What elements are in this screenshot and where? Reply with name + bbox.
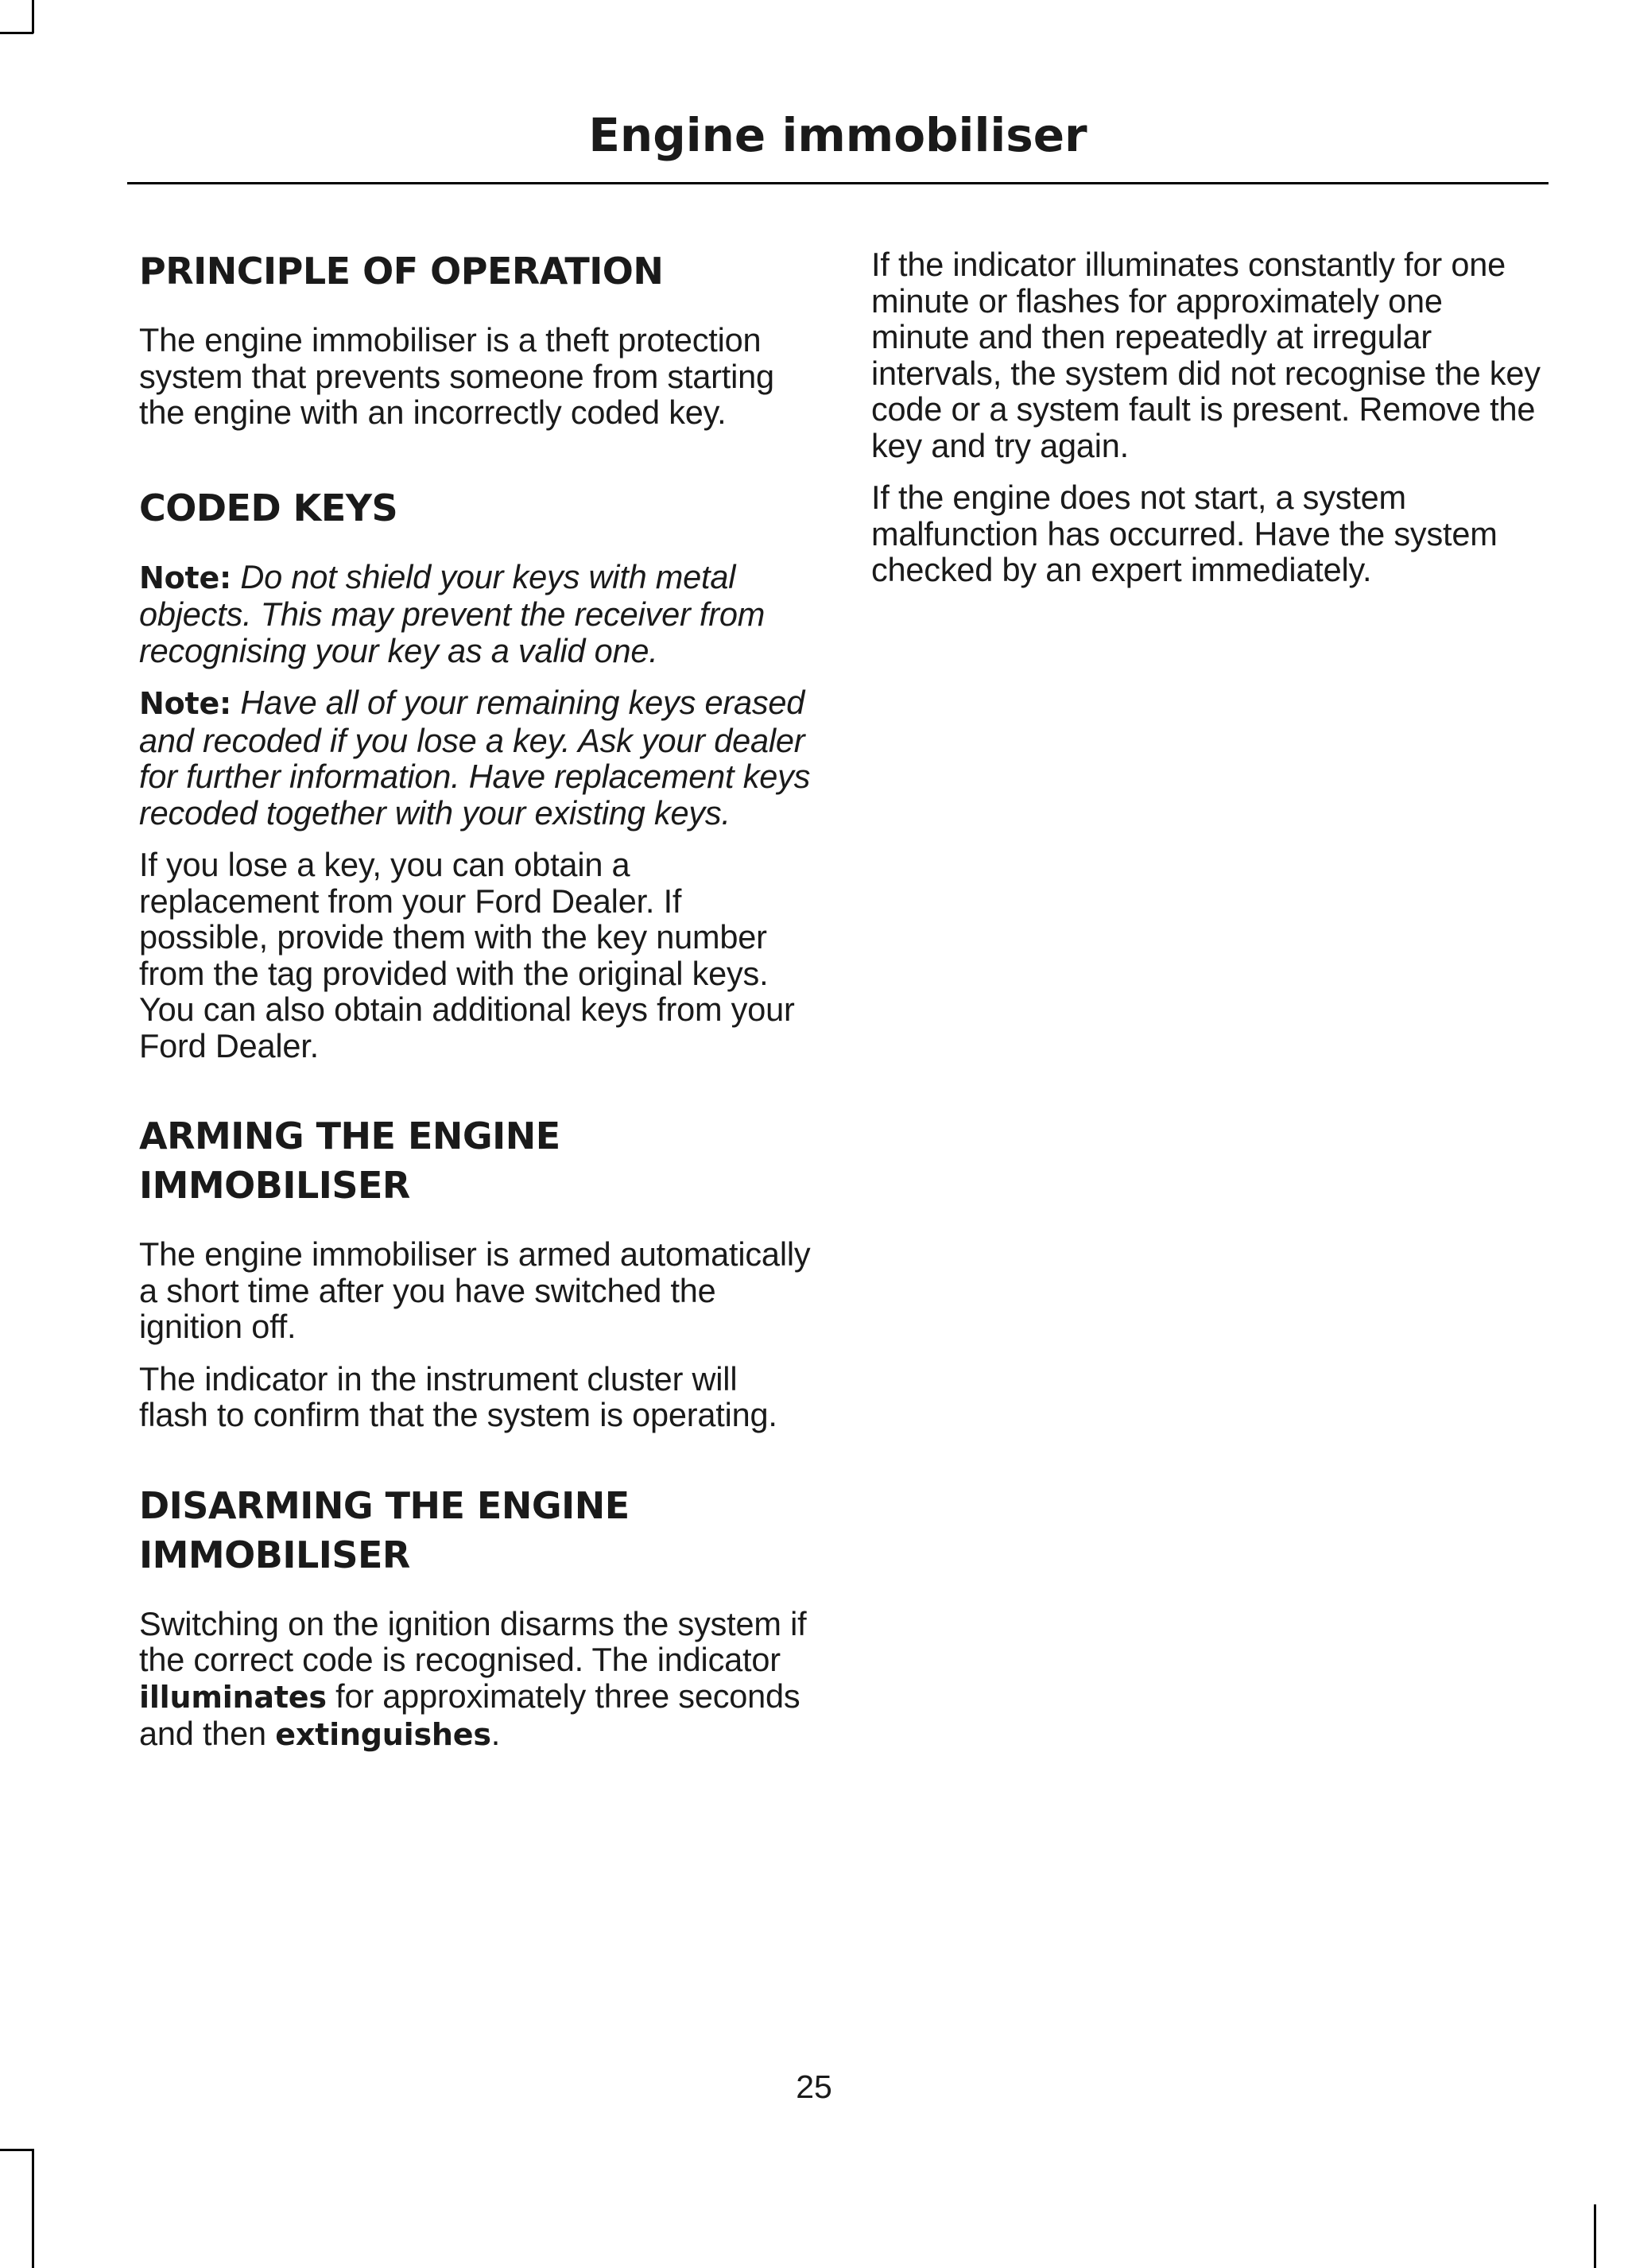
paragraph: If the indicator illuminates constantly for one minute or flashes for approximately one minute and then repeatedly at irregular intervals, the system did not recognise the key code or a system fault is present. Remove the key and try again. xyxy=(871,246,1541,464)
paragraph: If you lose a key, you can obtain a replacement from your Ford Dealer. If possible, provide them with the key number from the tag provided with the original keys. You can also obtain additional keys from your Ford Dealer. xyxy=(139,846,795,1064)
section-heading xyxy=(139,1111,815,1210)
emphasis: extinguishes xyxy=(275,1717,491,1752)
section-heading-line: IMMOBILISER xyxy=(139,1164,410,1207)
header-divider xyxy=(127,182,1549,184)
note xyxy=(139,559,815,669)
note-label: Note: xyxy=(139,686,232,721)
page-title: Engine immobiliser xyxy=(588,108,1087,162)
right-column xyxy=(871,246,1547,588)
section-heading-line: IMMOBILISER xyxy=(139,1533,410,1576)
paragraph: If the engine does not start, a system malfunction has occurred. Have the system checked by an expert immediately. xyxy=(871,479,1498,588)
section-heading xyxy=(139,1481,815,1580)
emphasis: illuminates xyxy=(139,1679,327,1715)
crop-mark xyxy=(1594,2204,1596,2268)
section-arming xyxy=(139,1111,815,1433)
section-coded-keys xyxy=(139,483,815,1064)
note xyxy=(139,684,815,831)
section-heading: CODED KEYS xyxy=(139,486,398,529)
paragraph: The engine immobiliser is armed automatically a short time after you have switched the ignition off. xyxy=(139,1235,811,1345)
note-label: Note: xyxy=(139,560,232,595)
page-header xyxy=(127,103,1549,167)
section-principle-of-operation xyxy=(139,246,815,431)
note-text: Have all of your remaining keys erased and recoded if you lose a key. Ask your dealer for further information. Have replacement keys recoded together with your existing keys. xyxy=(139,684,811,832)
crop-mark xyxy=(0,32,33,34)
text-run: Switching on the ignition disarms the system if the correct code is recognised. The indicator xyxy=(139,1604,807,1678)
left-column xyxy=(139,246,815,1754)
paragraph: The indicator in the instrument cluster will flash to confirm that the system is operating. xyxy=(139,1359,777,1433)
section-disarming xyxy=(139,1481,815,1754)
section-heading-line: DISARMING THE ENGINE xyxy=(139,1483,630,1527)
crop-mark xyxy=(32,2149,34,2268)
note-text: Do not shield your keys with metal objects. This may prevent the receiver from recognising your key as a valid one. xyxy=(139,557,766,669)
crop-mark xyxy=(0,2149,33,2151)
paragraph xyxy=(139,1606,815,1754)
section-heading: PRINCIPLE OF OPERATION xyxy=(139,250,664,293)
text-run: . xyxy=(490,1715,501,1752)
crop-mark xyxy=(32,0,34,33)
section-heading-line: ARMING THE ENGINE xyxy=(139,1115,560,1157)
page-number: 25 xyxy=(796,2068,832,2105)
text-run: for approximately three seconds and then xyxy=(139,1677,800,1752)
paragraph: The engine immobiliser is a theft protection system that prevents someone from starting the engine with an incorrectly coded key. xyxy=(139,321,774,431)
